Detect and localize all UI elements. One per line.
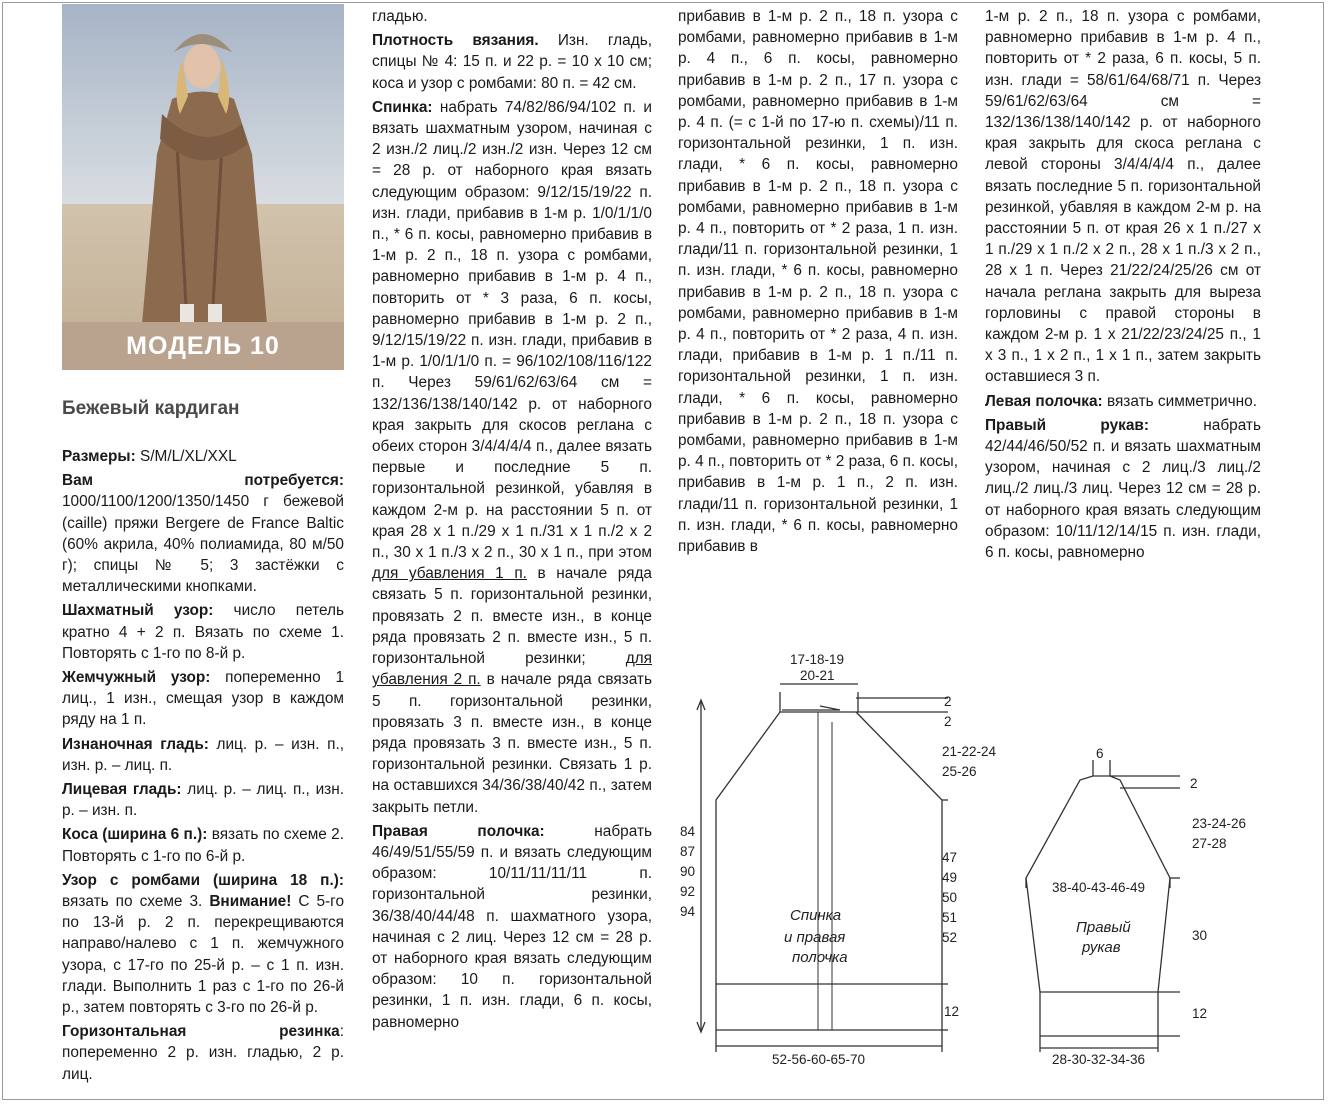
chess-label: Шахматный узор: xyxy=(62,602,214,620)
back-text-3: в начале ряда связать 5 п. горизонтальной резинки, провязать 3 п. вместе изн., в конце ряда провязать 3 п. вместе изн., 5 п. горизонтальной резинки. Связать 1 р. на оставшихся 34/36/38/40/42 п., затем закрыть петли. xyxy=(372,671,652,816)
sleeve-width: 38-40-43-46-49 xyxy=(1052,880,1146,895)
body-length-1: 87 xyxy=(680,844,696,859)
model-label: МОДЕЛЬ 10 xyxy=(62,322,344,370)
text-column-2 xyxy=(372,6,652,1036)
body-right-0: 47 xyxy=(942,850,958,865)
cable-text: вязать по схеме 2. Повторять с 1-го по 6-й р. xyxy=(62,826,345,865)
materials-text: 1000/1100/1200/1350/1450 г бежевой (caille) пряжи Bergere de France Baltic (60% акрила, 40% полиамида, 80 м/50 г); спицы № 5; 3 застёжки с металлическими кнопками. xyxy=(62,493,344,596)
purl-text: лиц. р. – изн. п., изн. р. – лиц. п. xyxy=(62,735,344,774)
sleeve-right-12: 12 xyxy=(1192,1006,1208,1021)
materials-paragraph xyxy=(62,470,344,597)
page-title: Бежевый кардиган xyxy=(62,398,240,419)
column-4-text: 1-м р. 2 п., 18 п. узора с ромбами, равномерно прибавив в 1-м р. 4 п., повторить от * 2 раза, 6 п. косы, 5 п. изн. глади = 58/61/64/68/71 п. Через 59/61/62/63/64 см = 132/136/138/140/142 р. от наборного края закрыть для скоса реглана с левой стороны 3/4/4/4/4 п., далее вязать последние 5 п. горизонтальной резинкой, убавляя в каждом 2-м р. на расстоянии 5 п. от края 26 х 1 п./27 х 1 п./29 х 1 п./2 х 2 п., 28 х 1 п./3 х 2 п., 28 х 1 п. Через 21/22/24/25/26 см от начала реглана закрыть для выреза горловины с правой стороны в каждом 2-м р. 1 х 21/22/23/24/25 п., 1 х 3 п., 1 х 2 п., 1 х 1 п., затем закрыть оставшиеся 3 п. xyxy=(985,8,1261,386)
body-raglan-1: 21-22-24 xyxy=(942,744,997,759)
decrease-2-underlined: для убавления 2 п. xyxy=(372,650,652,689)
body-top-label-2: 20-21 xyxy=(800,668,835,683)
right-front-text: набрать 46/49/51/55/59 п. и вязать следующим образом: 10/11/11/11/11 п. горизонтальной резинки, 36/38/40/44/48 п. шахматного узора, начиная с 2 лиц. Через 12 см = 28 р. от наборного края вязать следующим образом: 10 п. горизонтальной резинки, 1 п. изн. глади, 6 п. косы, равномерно xyxy=(372,822,653,1031)
column-3-text: прибавив в 1-м р. 2 п., 18 п. узора с ромбами, равномерно прибавив в 1-м р. 4 п., 6 п. косы, равномерно прибавив в 1-м р. 2 п., 17 п. узора с ромбами, равномерно прибавив в 1-м р. 4 п. (= с 1-й по 17-ю п. схемы)/11 п. горизонтальной резинки, 1 п. изн. глади, * 6 п. косы, равномерно прибавив в 1-м р. 2 п., 18 п. узора с ромбами, равномерно прибавив в 1-м р. 4 п., повторить от * 2 раза, 1 п. изн. глади/11 п. горизонтальной резинки, 1 п. изн. глади, * 6 п. косы, равномерно прибавив в 1-м р. 2 п., 18 п. узора с ромбами, равномерно прибавив в 1-м р. 4 п., повторить от * 2 раза, 4 п. изн. глади, прибавив в 1-м р. 1 п./11 п. горизонтальной резинки, 1 п. изн. глади, * 6 п. косы, равномерно прибавив в 1-м р. 2 п., 18 п. узора с ромбами, равномерно прибавив в 1-м р. 4 п., повторить от * 2 раза, 6 п. косы, прибавив в 1-м р. 1 п., 2 п. изн. глади/11 п. горизонтальной резинки, 1 п. изн. глади, * 6 п. косы, равномерно прибавив в xyxy=(678,8,958,556)
back-paragraph xyxy=(372,97,652,818)
body-length-2: 90 xyxy=(680,864,696,879)
pattern-schematic xyxy=(680,640,1320,1090)
rhomb-text-1: вязать по схеме 3. xyxy=(62,893,210,911)
attention-label: Внимание! xyxy=(209,893,292,911)
body-label-1: Спинка xyxy=(790,907,842,924)
sleeve-paragraph xyxy=(985,415,1261,563)
pearl-label: Жемчужный узор: xyxy=(62,669,211,687)
decrease-1-underlined: для убавления 1 п. xyxy=(372,565,527,583)
sleeve-top-label: 6 xyxy=(1096,746,1104,761)
rib-paragraph xyxy=(62,1021,344,1085)
sizes-paragraph xyxy=(62,446,344,467)
left-front-paragraph xyxy=(985,391,1261,412)
body-top-label-1: 17-18-19 xyxy=(790,652,845,667)
chess-text: число петель кратно 4 + 2 п. Вязать по схеме 1. Повторять с 1-го по 8-й р. xyxy=(62,602,344,662)
body-bottom-width: 52-56-60-65-70 xyxy=(772,1052,866,1067)
density-text: Изн. гладь, спицы № 4: 15 п. и 22 р. = 10 х 10 см; коса и узор с ромбами: 80 п. = 42 см. xyxy=(372,32,652,92)
body-hem-12: 12 xyxy=(944,1004,960,1019)
sleeve-right-2: 2 xyxy=(1190,776,1198,791)
body-right-2b: 2 xyxy=(944,714,952,729)
sleeve-label-2: рукав xyxy=(1082,939,1121,956)
body-length-0: 84 xyxy=(680,824,696,839)
rib-text: : попеременно 2 р. изн. гладью, 2 р. лиц. xyxy=(62,1023,344,1083)
text-column-4 xyxy=(985,6,1261,566)
right-front-paragraph xyxy=(372,821,652,1033)
body-length-4: 94 xyxy=(680,904,696,919)
text-column-3 xyxy=(678,6,958,560)
knit-paragraph xyxy=(62,779,344,821)
chess-paragraph xyxy=(62,600,344,664)
rhomb-label: Узор с ромбами (ширина 18 п.): xyxy=(62,871,344,889)
model-photo xyxy=(62,4,344,370)
sleeve-text: набрать 42/44/46/50/52 п. и вязать шахматным узором, начиная с 2 лиц./3 лиц./2 лиц./2 лиц./3 лиц. Через 12 см = 28 р. от наборного края вязать следующим образом: 10/11/12/14/15 п. изн. глади, 6 п. косы, равномерно xyxy=(985,416,1261,562)
body-label-2: и правая xyxy=(784,929,846,946)
sizes-label: Размеры: xyxy=(62,448,136,465)
purl-label: Изнаночная гладь: xyxy=(62,735,209,753)
density-paragraph xyxy=(372,30,652,94)
body-length-3: 92 xyxy=(680,884,696,899)
left-front-label: Левая полочка: xyxy=(985,392,1103,410)
continuation-text: гладью. xyxy=(372,8,428,25)
left-front-text: вязать симметрично. xyxy=(1102,392,1257,410)
body-right-1: 49 xyxy=(942,870,958,885)
body-right-2a: 2 xyxy=(944,694,952,709)
body-right-4: 52 xyxy=(942,930,958,945)
right-front-label: Правая полочка: xyxy=(372,822,545,840)
body-label-3: полочка xyxy=(792,949,848,966)
density-label: Плотность вязания. xyxy=(372,32,539,50)
back-text-2: в начале ряда связать 5 п. горизонтальной резинки, провязать 2 п. вместе изн., в конце ряда провязать 2 п. вместе изн., 5 п. горизонтальной резинки; xyxy=(372,565,652,668)
knit-label: Лицевая гладь: xyxy=(62,781,182,799)
rhomb-paragraph xyxy=(62,870,344,1018)
sizes-text: S/M/L/XL/XXL xyxy=(135,448,237,465)
knit-text: лиц. р. – лиц. п., изн. р. – изн. п. xyxy=(62,781,344,820)
back-text-1: набрать 74/82/86/94/102 п. и вязать шахматным узором, начиная с 2 изн./2 лиц./2 изн./2 изн. Через 12 см = 28 р. от наборного края вязать следующим образом: 9/12/15/19/22 п. изн. глади, прибавив в 1-м р. 1/0/1/1/0 п., * 6 п. косы, равномерно прибавив в 1-м р. 2 п., 18 п. узора с ромбами, равномерно прибавив в 1-м р. 4 п., повторить от * 3 раза, 6 п. косы, равномерно прибавив в 1-м р. 2 п., 9/12/15/19/22 п. изн. глади, прибавив в 1-м р. 1/0/1/1/0 п. = 96/102/108/116/122 п. Через 59/61/62/63/64 см = 132/136/138/140/142 р. от наборного края закрыть для скосов реглана с обеих сторон 3/4/4/4/4 п., далее вязать первые и последние 5 п. горизонтальной резинкой, убавляя в каждом 2-м р. на расстоянии 5 п. от края 28 х 1 п./29 х 1 п./31 х 1 п./2 х 2 п., 30 х 1 п./3 х 2 п., 30 х 1 п., при этом xyxy=(372,98,652,562)
sleeve-right-30: 30 xyxy=(1192,928,1208,943)
back-label: Спинка: xyxy=(372,98,433,116)
body-outline xyxy=(716,706,942,1030)
body-right-3: 51 xyxy=(942,910,958,925)
sleeve-cap-2: 27-28 xyxy=(1192,836,1227,851)
pearl-text: попеременно 1 лиц., 1 изн., смещая узор в каждом ряду на 1 п. xyxy=(62,669,345,729)
materials-label: Вам потребуется: xyxy=(62,472,344,490)
rhomb-text-2: С 5-го по 13-й р. 2 п. перекрещиваются направо/налево с 1 п. жемчужного узора, с 17-го по 25-й р. – с 1 п. изн. глади. Выполнить 1 раз с 1-го по 26-й р., затем повторять с 3-го по 26-й р. xyxy=(62,893,344,1017)
sleeve-cap-1: 23-24-26 xyxy=(1192,816,1247,831)
purl-paragraph xyxy=(62,734,344,776)
pearl-paragraph xyxy=(62,667,344,731)
sleeve-label: Правый рукав: xyxy=(985,416,1149,434)
sleeve-label-1: Правый xyxy=(1076,919,1131,936)
text-column-1 xyxy=(62,446,344,1088)
cable-paragraph xyxy=(62,824,344,866)
body-right-2: 50 xyxy=(942,890,958,905)
cable-label: Коса (ширина 6 п.): xyxy=(62,826,208,844)
body-raglan-2: 25-26 xyxy=(942,764,977,779)
rib-label: Горизонтальная резинка xyxy=(62,1023,340,1041)
sleeve-bottom-width: 28-30-32-34-36 xyxy=(1052,1052,1146,1067)
